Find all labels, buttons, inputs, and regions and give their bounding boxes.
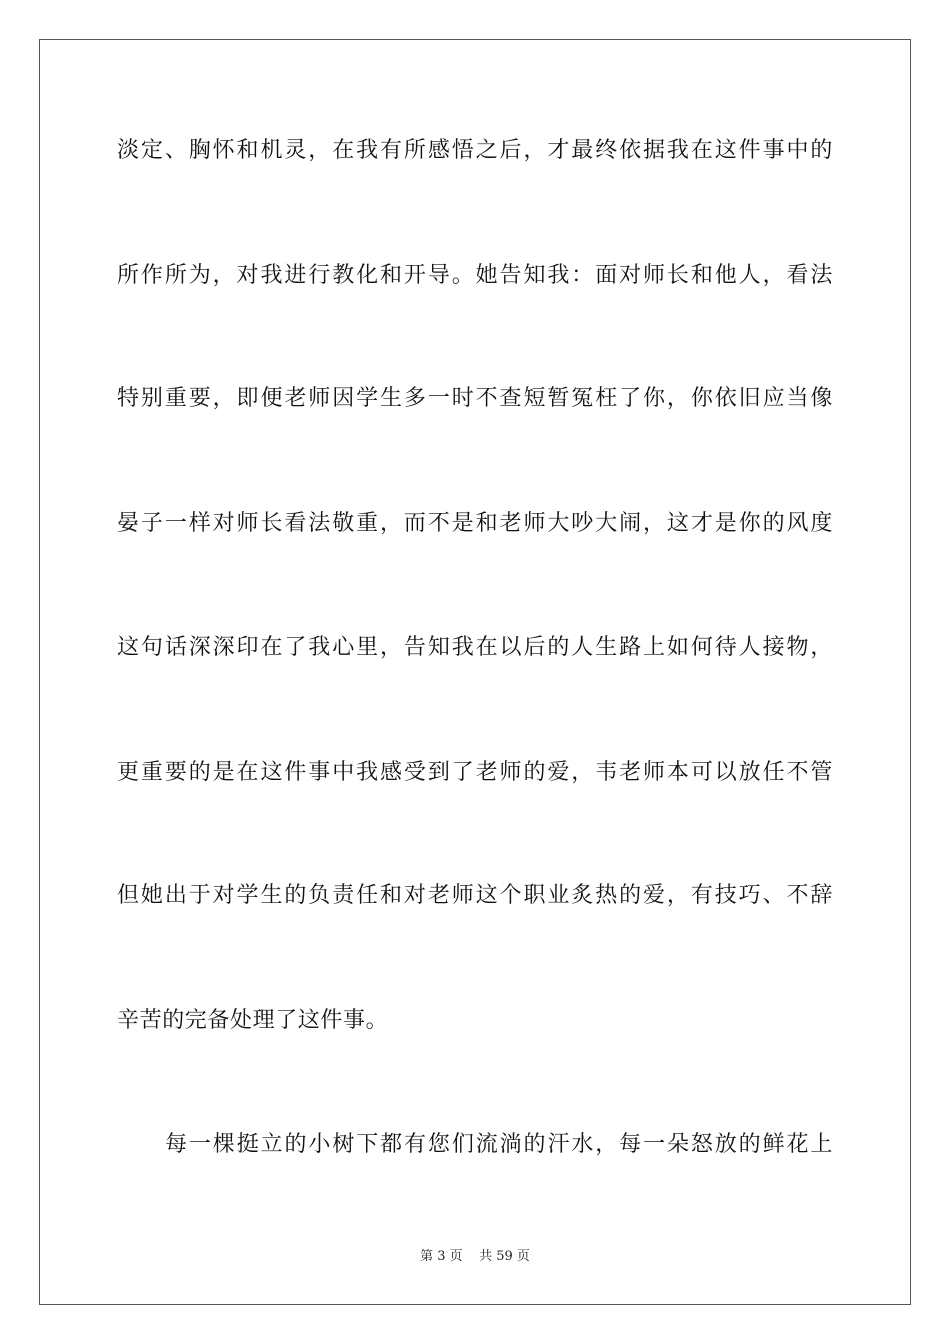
text-line-3: 特别重要，即便老师因学生多一时不查短暂冤枉了你，你依旧应当像 (117, 386, 833, 411)
paragraph-first-line: 每一棵挺立的小树下都有您们流淌的汗水，每一朵怒放的鲜花上 (165, 1132, 833, 1157)
text-line-2: 所作所为，对我进行教化和开导。她告知我：面对师长和他人，看法 (117, 263, 833, 288)
text-line-1: 淡定、胸怀和机灵，在我有所感悟之后，才最终依据我在这件事中的 (117, 138, 833, 163)
text-line-7: 但她出于对学生的负责任和对老师这个职业炙热的爱，有技巧、不辞 (117, 883, 833, 908)
text-line-4: 晏子一样对师长看法敬重，而不是和老师大吵大闹，这才是你的风度 (117, 511, 833, 536)
page-number-footer: 第 3 页 共 59 页 (420, 1249, 530, 1264)
text-line-8: 辛苦的完备处理了这件事。 (117, 1008, 389, 1033)
text-line-5: 这句话深深印在了我心里，告知我在以后的人生路上如何待人接物， (117, 635, 833, 660)
page-border (39, 39, 911, 1305)
text-line-6: 更重要的是在这件事中我感受到了老师的爱，韦老师本可以放任不管 (117, 760, 833, 785)
